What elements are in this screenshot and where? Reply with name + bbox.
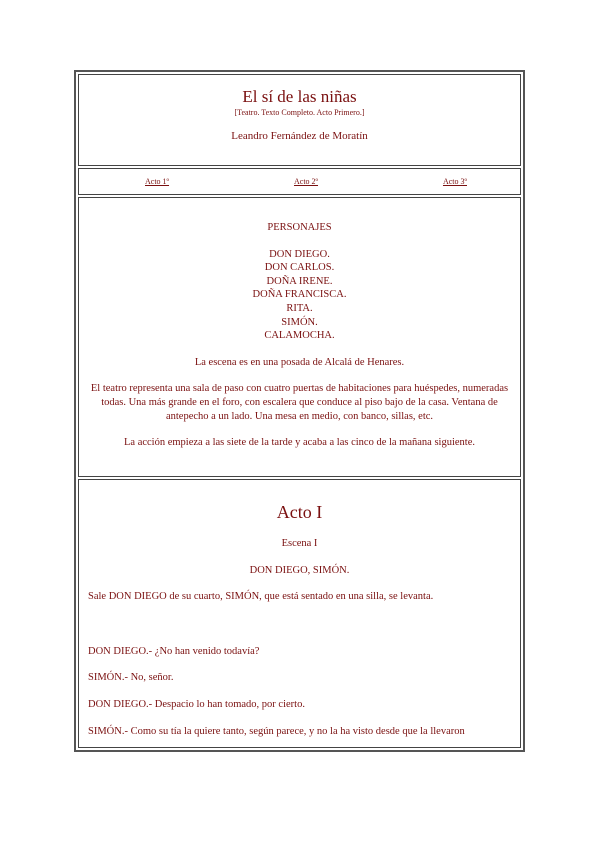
character-item: CALAMOCHA. [264,330,335,342]
character-item: SIMÓN. [281,316,318,328]
act-1-link[interactable]: Acto 1º [145,177,170,186]
stage-description: El teatro representa una sala de paso con cuatro puertas de habitaciones para huéspedes, numeradas todas. Una más grande en el foro, con escalera que conduce al piso bajo de la casa. Ventana de antepecho a un lado. Una mesa en medio, con banco, sillas, etc. [90,383,509,422]
act-3-link[interactable]: Acto 3º [442,177,467,186]
time-text: La acción empieza a las siete de la tarde y acaba a las cinco de la mañana siguiente. [124,437,475,449]
character-item: DOÑA IRENE. [266,275,333,287]
dialogue-line: SIMÓN.- No, señor. [88,672,174,684]
act-block [78,479,521,748]
page-subtitle: [Teatro. Texto Completo. Acto Primero.] [234,108,365,117]
character-list [79,248,520,343]
setting-text: La escena es en una posada de Alcalá de Henares. [194,356,405,368]
scene-title: Escena I [281,538,318,549]
act-2-link[interactable]: Acto 2º [293,177,319,186]
act-title: Acto I [276,502,323,522]
document-frame [74,70,525,752]
dialogue-line: SIMÓN.- Como su tía la quiere tanto, según parece, y no la ha visto desde que la llevaron [88,725,465,737]
character-item: DON DIEGO. [269,248,330,260]
title-block [78,74,521,166]
act-navigation [78,168,521,195]
character-item: DOÑA FRANCISCA. [252,289,347,301]
cast-block [78,197,521,477]
page-title: El sí de las niñas [242,87,357,106]
character-item: DON CARLOS. [264,262,335,274]
cast-heading: PERSONAJES [267,222,332,233]
author-name: Leandro Fernández de Moratín [231,130,368,142]
dialogue-line: DON DIEGO.- Despacio lo han tomado, por cierto. [88,698,305,710]
stage-direction: Sale DON DIEGO de su cuarto, SIMÓN, que está sentado en una silla, se levanta. [88,591,434,603]
dialogue-line: DON DIEGO.- ¿No han venido todavía? [88,645,260,657]
character-item: RITA. [286,302,313,314]
scene-characters: DON DIEGO, SIMÓN. [249,564,350,576]
